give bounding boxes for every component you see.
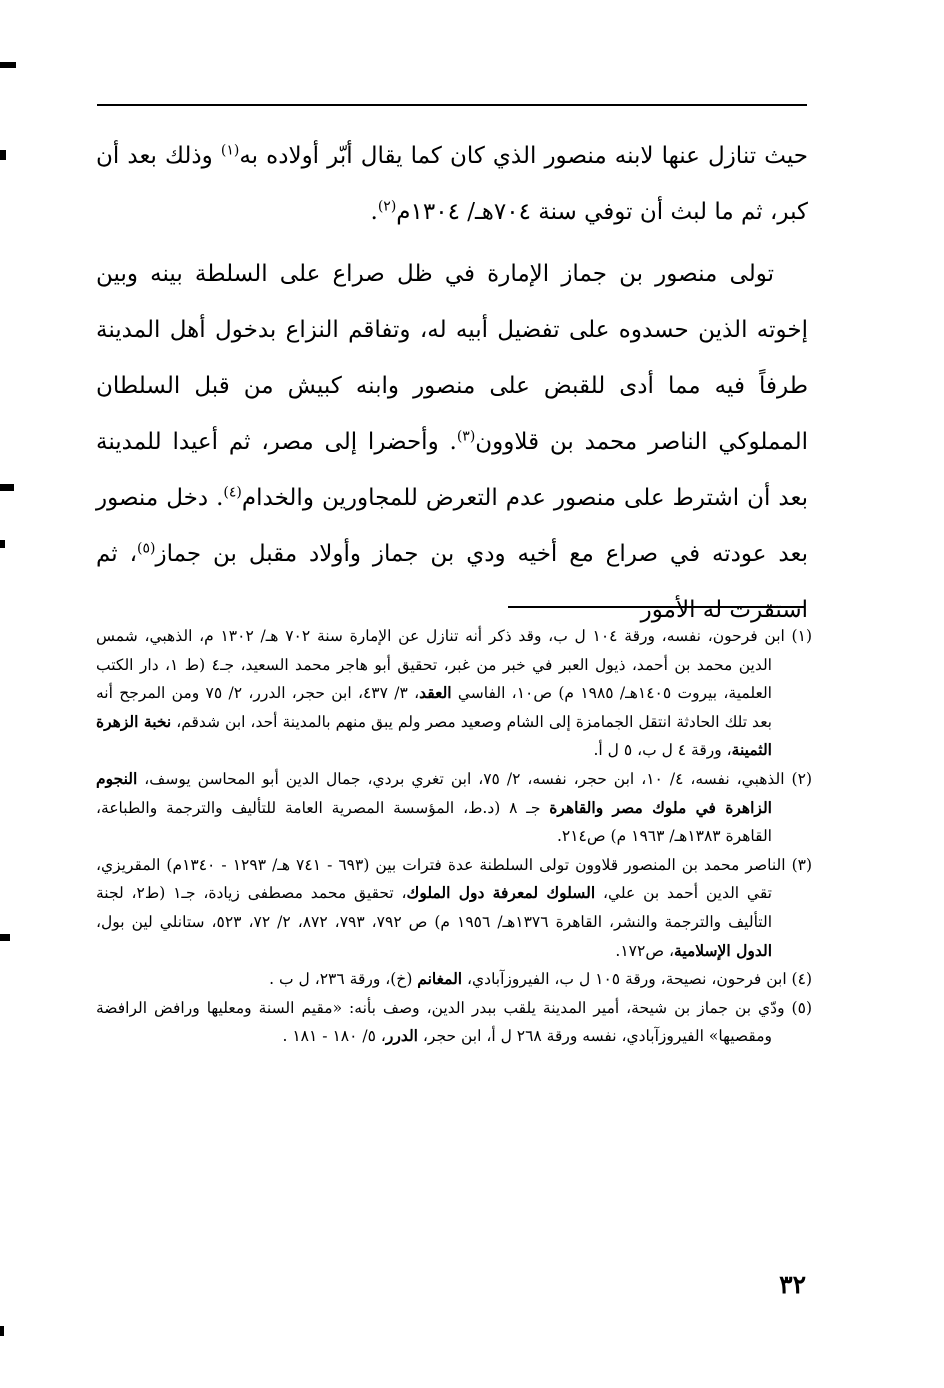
footnote-ref-2: (٢) — [377, 198, 397, 215]
footnote-3-title-1: السلوك لمعرفة دول الملوك — [406, 883, 596, 903]
footnote-1-text-2: ، ٣/ ٤٣٧، ابن حجر، الدرر، ٢/ ٧٥ ومن المرجح أنه بعد تلك الحادثة انتقل الجمامزة إلى الشام وصعيد مصر ولم يبق منهم بالمدينة أحد، ابن شدقم، — [96, 684, 772, 731]
footnote-separator — [508, 606, 804, 608]
footnote-5 — [96, 994, 812, 1051]
scan-edge-mark — [0, 150, 6, 160]
footnote-1-text-3: ، ورقة ٤ ل ب، ٥ ل أ. — [593, 741, 732, 760]
header-rule — [97, 104, 807, 106]
paragraph-2-end: ، ثم استقرت له الأمور — [96, 541, 808, 623]
footnote-3 — [96, 851, 812, 965]
paragraph-1-text: حيث تنازل عنها لابنه منصور الذي كان كما يقال أبّر أولاده به — [239, 143, 808, 169]
scan-edge-mark — [0, 934, 10, 941]
scan-edge-mark — [0, 540, 5, 548]
footnote-4-text: (٤) ابن فرحون، نصيحة، ورقة ١٠٥ ل ب، الفيروزآبادي، — [462, 970, 812, 989]
footnote-1-title-2: نخبة الزهرة الثمينة — [96, 711, 772, 760]
footnote-2-text-2: جـ ٨ (د.ط، المؤسسة المصرية العامة للتأليف والترجمة والطباعة، القاهرة ١٣٨٣هـ/ ١٩٦٣ م) ص٢١٤. — [96, 798, 772, 846]
footnote-4-text-2: (خ)، ورقة ٢٣٦، ل ب . — [269, 970, 418, 989]
paragraph-2-text-cont: . وأحضرا إلى مصر، ثم أعيدا للمدينة بعد أن اشترط على منصور عدم التعرض للمجاورين والخدام — [96, 429, 808, 511]
footnote-3-text-3: ، ص١٧٢. — [615, 941, 675, 960]
scan-edge-mark — [0, 62, 16, 68]
footnote-1 — [96, 622, 812, 765]
paragraph-2 — [96, 246, 808, 638]
footnote-3-text-2: ، تحقيق محمد مصطفى زيادة، جـ١ (ط٢، لجنة التأليف والترجمة والنشر، القاهرة ١٣٧٦هـ/ ١٩٥٦ م) ص ٧٩٢، ٧٩٣، ٨٧٢، ٢/ ٧٢، ٥٢٣، ستانلي لين بول، — [96, 884, 773, 931]
footnotes — [96, 622, 812, 1051]
paragraph-1-end: . — [370, 199, 378, 225]
footnote-5-text-2: ، ٥/ ١٨٠ - ١٨١ . — [282, 1027, 386, 1046]
footnote-1-text: (١) ابن فرحون، نفسه، ورقة ١٠٤ ل ب، وقد ذكر أنه تنازل عن الإمارة سنة ٧٠٢ هـ/ ١٣٠٢ م، الذهبي، شمس الدين محمد بن أحمد، ذيول العبر في خبر من غبر، تحقيق أبو هاجر محمد السعيد، جـ٤ (ط ١، دار الكتب العلمية، بيروت ١٤٠٥هـ/ ١٩٨٥ م) ص١٠، الفاسي — [96, 627, 812, 703]
footnote-5-text: (٥) ودّي بن جماز بن شيحة، أمير المدينة يلقب ببدر الدين، وصف بأنه: «مقيم السنة ومعليها ورافض الرافضة ومقصيها» الفيروزآبادي، نفسه ورقة ٢٦٨ ل أ، ابن حجر، — [96, 998, 812, 1046]
footnote-4-title: المغانم — [417, 969, 463, 989]
footnote-ref-4: (٤) — [223, 484, 242, 501]
footnote-2 — [96, 765, 812, 851]
footnote-ref-5: (٥) — [137, 540, 156, 557]
paragraph-2-text-cont-2: . دخل منصور بعد عودته في صراع مع أخيه ودي بن جماز وأولاد مقبل بن جماز — [96, 485, 808, 567]
paragraph-1-text-cont: وذلك بعد أن كبر، ثم ما لبث أن توفي سنة ٧٠٤هـ/ ١٣٠٤م — [96, 143, 808, 225]
page-number: ٣٢ — [779, 1270, 806, 1299]
scan-edge-mark — [0, 1326, 4, 1336]
footnote-ref-3: (٣) — [456, 428, 476, 445]
footnote-3-title-2: الدول الإسلامية — [674, 940, 772, 960]
paragraph-1 — [96, 128, 808, 240]
footnote-5-title: الدرر — [385, 1026, 418, 1046]
footnote-ref-1: (١) — [220, 142, 240, 159]
footnote-3-text: (٣) الناصر محمد بن المنصور قلاوون تولى السلطنة عدة فترات بين (٦٩٣ - ٧٤١ هـ/ ١٢٩٣ - ١٣٤٠م) المقريزي، تقي الدين أحمد بن علي، — [96, 855, 813, 903]
main-text — [96, 128, 808, 638]
footnote-2-title: النجوم الزاهرة في ملوك مصر والقاهرة — [96, 768, 772, 817]
scan-edge-mark — [0, 484, 14, 491]
paragraph-2-text: تولى منصور بن جماز الإمارة في ظل صراع على السلطة بينه وبين إخوته الذين حسدوه على تفضيل أبيه له، وتفاقم النزاع بدخول أهل المدينة طرفاً فيه مما أدى للقبض على منصور وابنه كبيش من قبل السلطان المملوكي الناصر محمد بن قلاوون — [96, 261, 808, 455]
footnote-4 — [96, 965, 812, 994]
footnote-1-title-1: العقد — [419, 683, 452, 703]
footnote-2-text: (٢) الذهبي، نفسه، ٤/ ١٠، ابن حجر، نفسه، ٢/ ٧٥، ابن تغري بردي، جمال الدين أبو المحاسن يوسف، — [137, 769, 812, 788]
